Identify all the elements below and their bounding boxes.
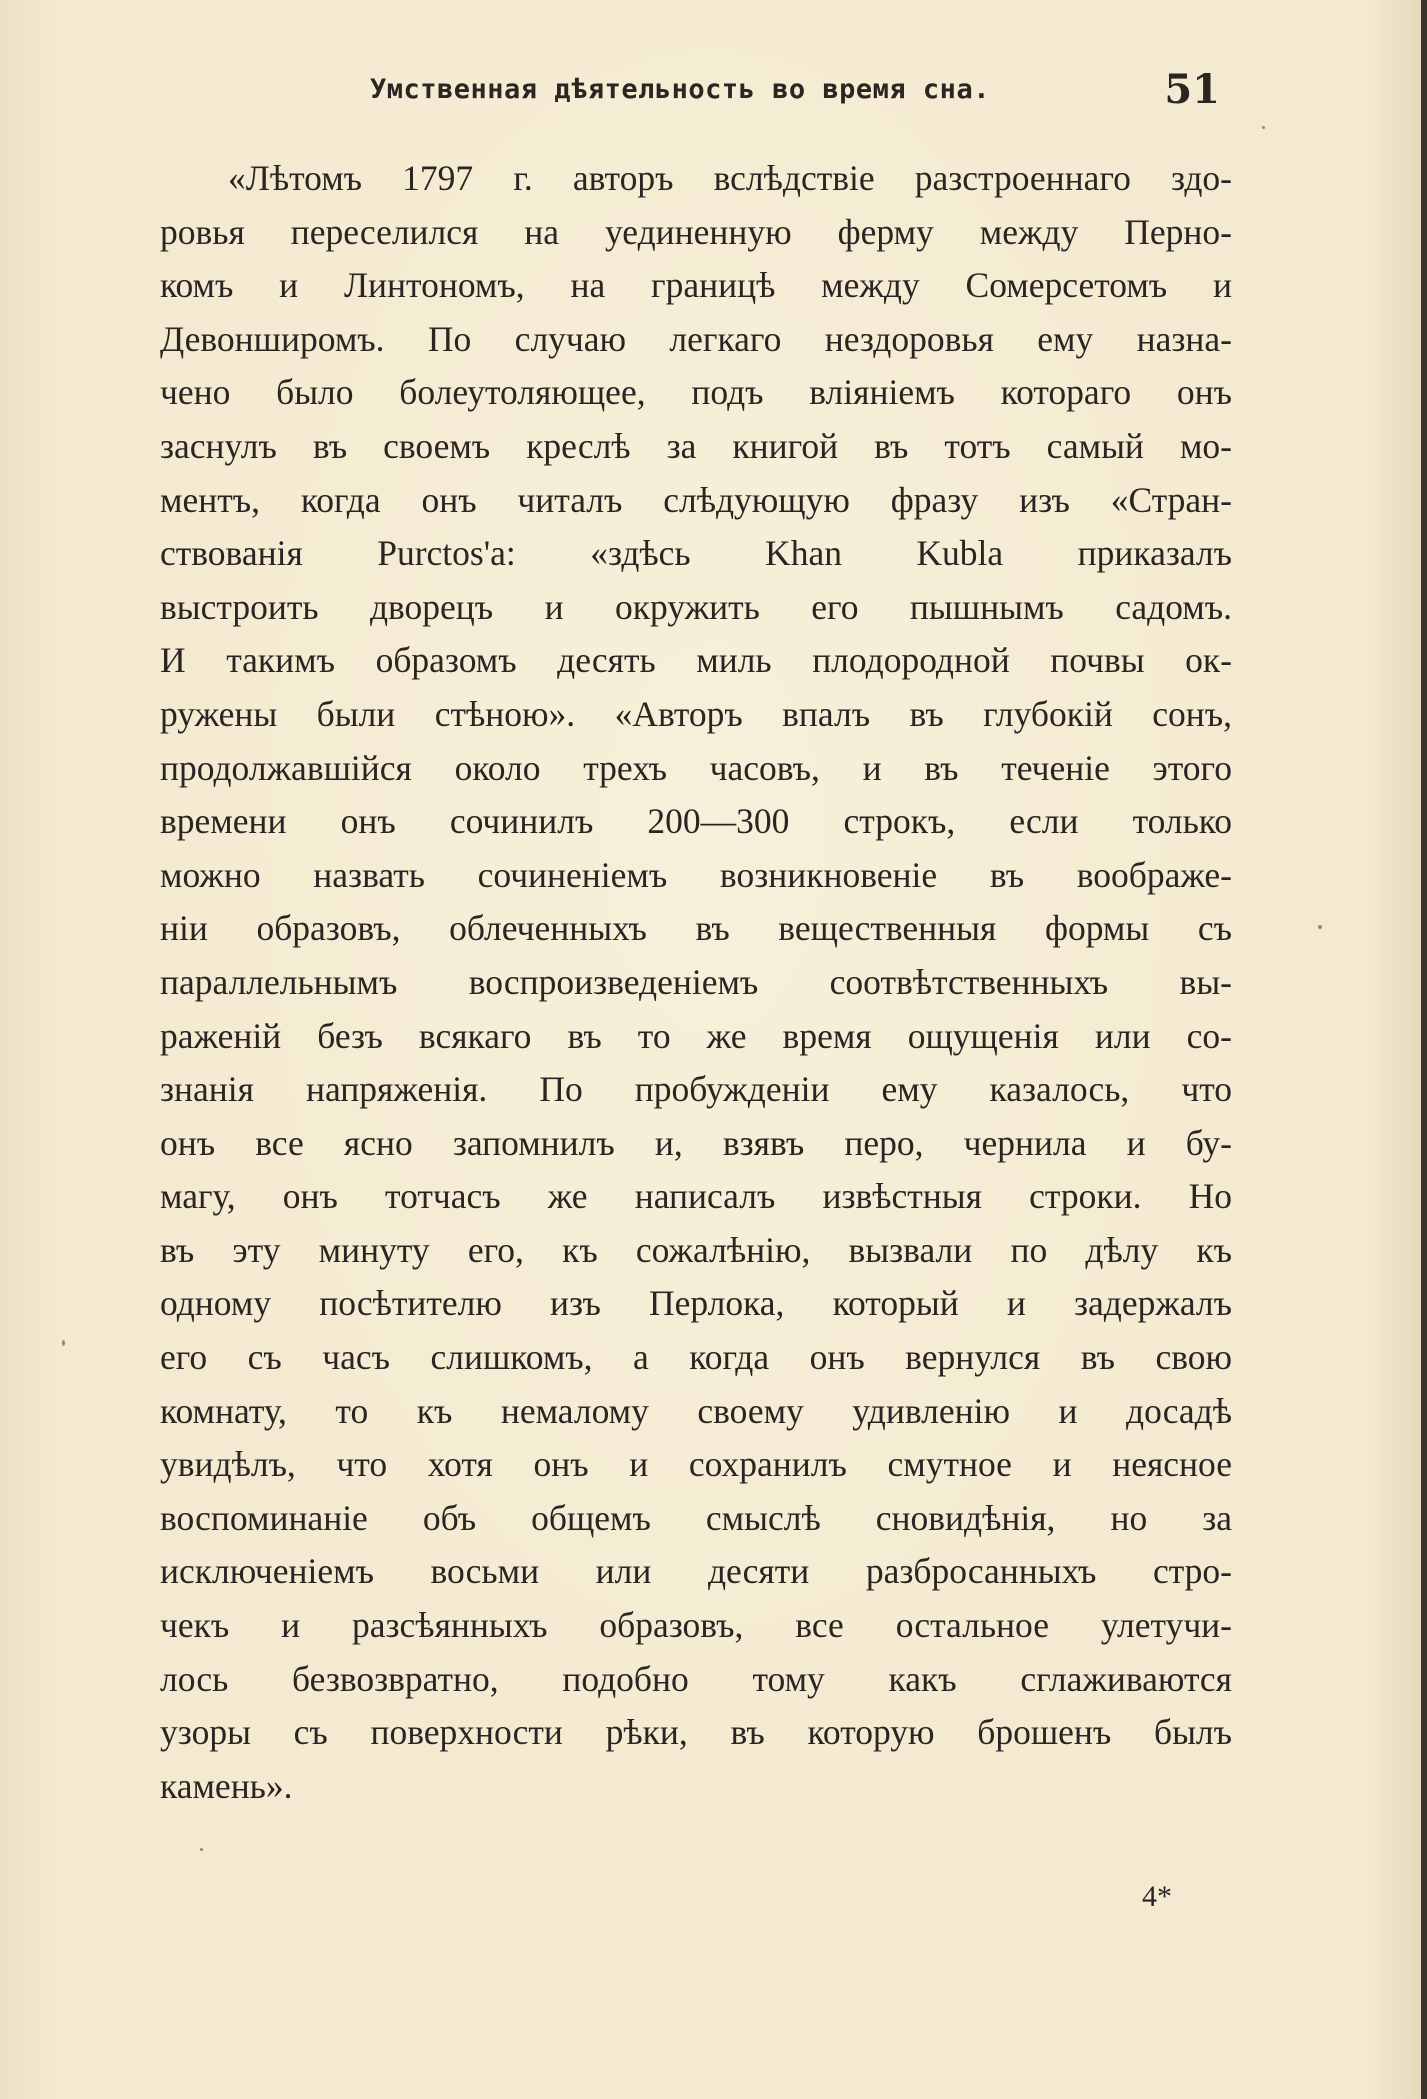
text-line: ствованія Purctos'а: «здѣсь Khan Kubla приказалъ xyxy=(160,533,1232,574)
printers-signature-mark: 4* xyxy=(1142,1880,1172,1913)
body-text xyxy=(160,152,1232,1806)
text-line: Девонширомъ. По случаю легкаго нездоровья ему назна- xyxy=(160,318,1232,359)
text-line: чено было болеутоляющее, подъ вліяніемъ котораго онъ xyxy=(160,372,1232,413)
text-line: можно назвать сочиненіемъ возникновеніе въ воображе- xyxy=(160,854,1232,895)
paper-speck xyxy=(62,1340,65,1346)
page-header xyxy=(160,66,1220,126)
text-line: ровья переселился на уединенную ферму между Перно- xyxy=(160,211,1232,252)
text-line: магу, онъ тотчасъ же написалъ извѣстныя строки. Но xyxy=(160,1176,1232,1217)
text-line: И такимъ образомъ десять миль плодородной почвы ок- xyxy=(160,640,1232,681)
paper-speck xyxy=(1262,126,1265,129)
paper-speck xyxy=(1318,925,1322,929)
text-line: увидѣлъ, что хотя онъ и сохранилъ смутное и неясное xyxy=(160,1444,1232,1485)
text-line: ніи образовъ, облеченныхъ въ вещественныя формы съ xyxy=(160,908,1232,949)
text-line: чекъ и разсѣянныхъ образовъ, все остальное улетучи- xyxy=(160,1605,1232,1646)
text-line: одному посѣтителю изъ Перлока, который и задержалъ xyxy=(160,1283,1232,1324)
text-line: выстроить дворецъ и окружить его пышнымъ садомъ. xyxy=(160,586,1232,627)
text-line: комнату, то къ немалому своему удивленію и досадѣ xyxy=(160,1390,1232,1431)
text-line: ментъ, когда онъ читалъ слѣдующую фразу изъ «Стран- xyxy=(160,479,1232,520)
running-title: Умственная дѣятельность во время сна. xyxy=(370,74,990,105)
paper-speck xyxy=(200,1848,203,1851)
text-line: исключеніемъ восьми или десяти разбросанныхъ стро- xyxy=(160,1551,1232,1592)
text-line: комъ и Линтономъ, на границѣ между Сомерсетомъ и xyxy=(160,265,1232,306)
text-line: параллельнымъ воспроизведеніемъ соотвѣтственныхъ вы- xyxy=(160,961,1232,1002)
text-line: «Лѣтомъ 1797 г. авторъ вслѣдствіе разстроеннаго здо- xyxy=(228,158,1232,198)
text-line: продолжавшійся около трехъ часовъ, и въ теченіе этого xyxy=(160,747,1232,788)
text-line: знанія напряженія. По пробужденіи ему казалось, что xyxy=(160,1069,1232,1110)
text-line: раженій безъ всякаго въ то же время ощущенія или со- xyxy=(160,1015,1232,1056)
text-line: его съ часъ слишкомъ, а когда онъ вернулся въ свою xyxy=(160,1337,1232,1378)
text-line: воспоминаніе объ общемъ смыслѣ сновидѣнія, но за xyxy=(160,1497,1232,1538)
text-line: лось безвозвратно, подобно тому какъ сглаживаются xyxy=(160,1658,1232,1699)
page-number: 51 xyxy=(1164,66,1220,113)
text-line: камень». xyxy=(160,1765,293,1806)
text-line: онъ все ясно запомнилъ и, взявъ перо, чернила и бу- xyxy=(160,1122,1232,1163)
text-line: времени онъ сочинилъ 200—300 строкъ, если только xyxy=(160,801,1232,842)
text-line: ружены были стѣною». «Авторъ впалъ въ глубокій сонъ, xyxy=(160,693,1232,734)
page-edge-shadow xyxy=(1421,0,1427,2099)
text-line: узоры съ поверхности рѣки, въ которую брошенъ былъ xyxy=(160,1712,1232,1753)
text-line: заснулъ въ своемъ креслѣ за книгой въ тотъ самый мо- xyxy=(160,425,1232,466)
text-line: въ эту минуту его, къ сожалѣнію, вызвали по дѣлу къ xyxy=(160,1229,1232,1270)
